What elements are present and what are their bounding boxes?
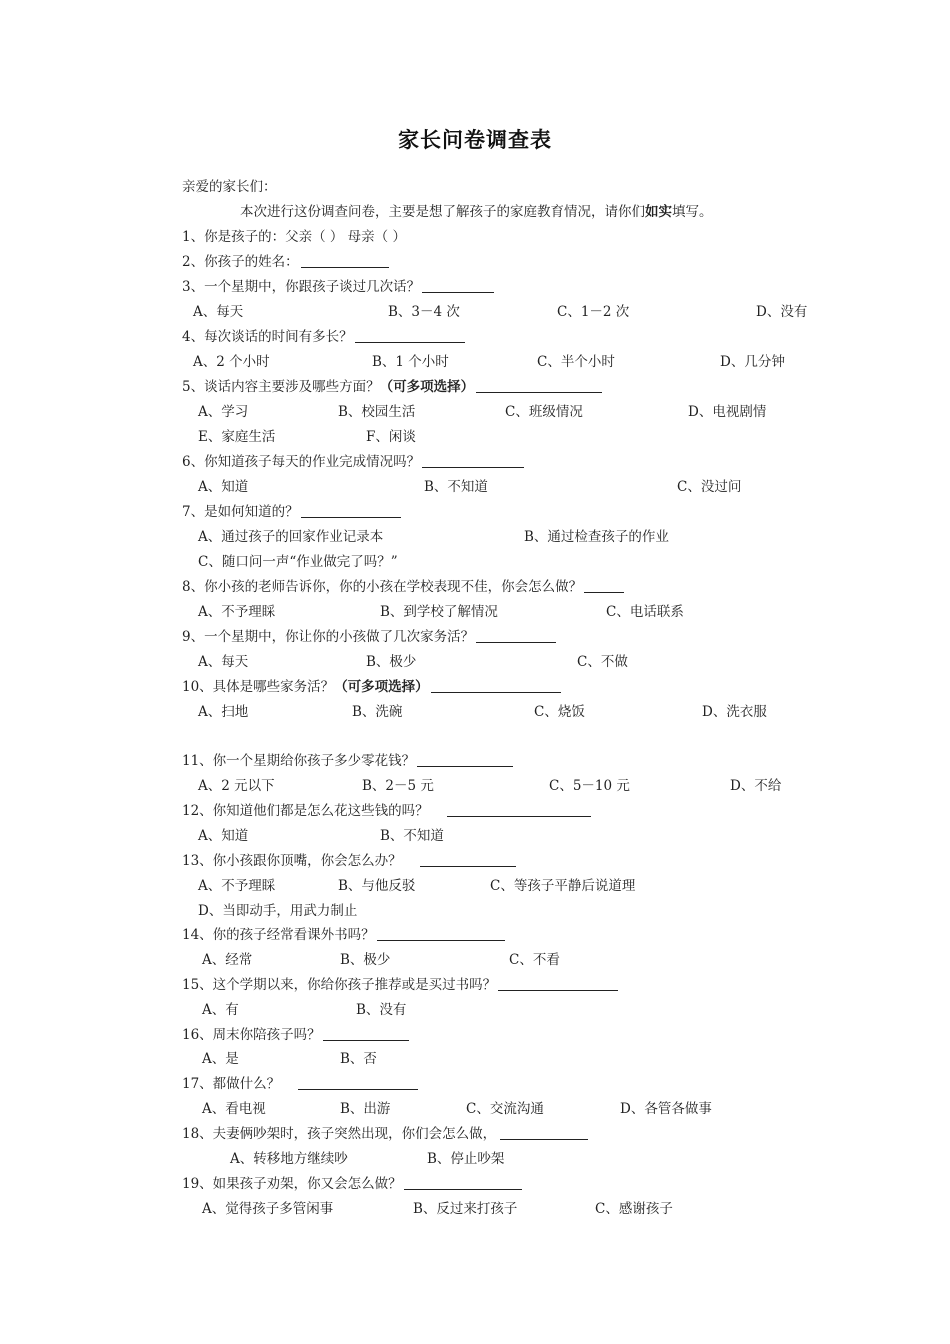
answer-blank[interactable] bbox=[447, 802, 591, 817]
question-17 bbox=[182, 1074, 418, 1094]
q14-option-c[interactable]: C、不看 bbox=[509, 952, 560, 968]
question-7-text: 7、是如何知道的？ bbox=[182, 504, 299, 520]
answer-blank[interactable] bbox=[377, 926, 505, 941]
question-12-text: 12、你知道他们都是怎么花这些钱的吗？ bbox=[182, 803, 429, 819]
q5-option-e[interactable]: E、家庭生活 bbox=[198, 429, 276, 445]
q6-option-b[interactable]: B、不知道 bbox=[424, 479, 488, 495]
q13-option-c[interactable]: C、等孩子平静后说道理 bbox=[490, 878, 636, 894]
question-18 bbox=[182, 1124, 588, 1144]
q6-option-c[interactable]: C、没过问 bbox=[677, 479, 742, 495]
question-6-text: 6、你知道孩子每天的作业完成情况吗？ bbox=[182, 454, 421, 470]
question-8 bbox=[182, 577, 624, 597]
q11-option-d[interactable]: D、不给 bbox=[730, 778, 782, 794]
q8-option-a[interactable]: A、不予理睬 bbox=[198, 604, 276, 620]
question-8-text: 8、你小孩的老师告诉你，你的小孩在学校表现不佳，你会怎么做？ bbox=[182, 579, 583, 595]
q9-option-c[interactable]: C、不做 bbox=[577, 654, 628, 670]
q8-option-b[interactable]: B、到学校了解情况 bbox=[380, 604, 498, 620]
q12-option-b[interactable]: B、不知道 bbox=[380, 828, 444, 844]
question-16 bbox=[182, 1025, 409, 1045]
q18-option-b[interactable]: B、停止吵架 bbox=[427, 1151, 505, 1167]
q5-option-f[interactable]: F、闲谈 bbox=[366, 429, 416, 445]
question-7 bbox=[182, 502, 401, 522]
answer-blank[interactable] bbox=[498, 976, 618, 991]
q19-option-b[interactable]: B、反过来打孩子 bbox=[413, 1201, 518, 1217]
question-2 bbox=[182, 252, 389, 272]
question-15-text: 15、这个学期以来，你给你孩子推荐或是买过书吗？ bbox=[182, 977, 497, 993]
q13-option-a[interactable]: A、不予理睬 bbox=[198, 878, 276, 894]
answer-blank[interactable] bbox=[323, 1026, 409, 1041]
q11-option-a[interactable]: A、2 元以下 bbox=[198, 778, 275, 794]
question-5 bbox=[182, 377, 602, 397]
q9-option-b[interactable]: B、极少 bbox=[366, 654, 417, 670]
q14-option-a[interactable]: A、经常 bbox=[202, 952, 253, 968]
q7-option-b[interactable]: B、通过检查孩子的作业 bbox=[524, 529, 669, 545]
q17-option-a[interactable]: A、看电视 bbox=[202, 1101, 266, 1117]
question-4-text: 4、每次谈话的时间有多长？ bbox=[182, 329, 353, 345]
greeting: 亲爱的家长们： bbox=[182, 179, 277, 195]
q3-option-c[interactable]: C、1－2 次 bbox=[557, 304, 630, 320]
question-5-text: 5、谈话内容主要涉及哪些方面？ bbox=[182, 379, 380, 395]
answer-blank[interactable] bbox=[476, 628, 556, 643]
answer-blank[interactable] bbox=[355, 328, 465, 343]
question-3 bbox=[182, 277, 494, 297]
question-9 bbox=[182, 627, 556, 647]
q18-option-a[interactable]: A、转移地方继续吵 bbox=[230, 1151, 348, 1167]
question-19 bbox=[182, 1174, 522, 1194]
answer-blank[interactable] bbox=[301, 503, 401, 518]
q13-option-b[interactable]: B、与他反驳 bbox=[338, 878, 416, 894]
question-9-text: 9、一个星期中，你让你的小孩做了几次家务活？ bbox=[182, 629, 475, 645]
question-14-text: 14、你的孩子经常看课外书吗？ bbox=[182, 927, 375, 943]
q15-option-b[interactable]: B、没有 bbox=[356, 1002, 407, 1018]
answer-blank[interactable] bbox=[422, 278, 494, 293]
q10-option-c[interactable]: C、烧饭 bbox=[534, 704, 585, 720]
answer-blank[interactable] bbox=[422, 453, 524, 468]
q17-option-d[interactable]: D、各管各做事 bbox=[620, 1101, 712, 1117]
page-title: 家长问卷调查表 bbox=[398, 127, 552, 152]
q7-option-a[interactable]: A、通过孩子的回家作业记录本 bbox=[198, 529, 384, 545]
answer-blank[interactable] bbox=[404, 1175, 522, 1190]
q17-option-c[interactable]: C、交流沟通 bbox=[466, 1101, 544, 1117]
question-11-text: 11、你一个星期给你孩子多少零花钱？ bbox=[182, 753, 416, 769]
q5-option-d[interactable]: D、电视剧情 bbox=[688, 404, 767, 420]
intro-text: 本次进行这份调查问卷，主要是想了解孩子的家庭教育情况，请你们 bbox=[240, 204, 645, 220]
question-13-text: 13、你小孩跟你顶嘴，你会怎么办？ bbox=[182, 853, 402, 869]
q19-option-c[interactable]: C、感谢孩子 bbox=[595, 1201, 673, 1217]
q16-option-a[interactable]: A、是 bbox=[202, 1051, 239, 1067]
answer-blank[interactable] bbox=[584, 578, 624, 593]
q4-option-b[interactable]: B、1 个小时 bbox=[372, 354, 449, 370]
q12-option-a[interactable]: A、知道 bbox=[198, 828, 249, 844]
q17-option-b[interactable]: B、出游 bbox=[340, 1101, 391, 1117]
question-6 bbox=[182, 452, 524, 472]
question-11 bbox=[182, 751, 513, 771]
question-10 bbox=[182, 677, 561, 697]
multi-select-note: （可多项选择） bbox=[334, 679, 429, 695]
q4-option-d[interactable]: D、几分钟 bbox=[720, 354, 785, 370]
q5-option-c[interactable]: C、班级情况 bbox=[505, 404, 583, 420]
question-10-text: 10、具体是哪些家务活？ bbox=[182, 679, 335, 695]
intro-text-end: 填写。 bbox=[672, 204, 713, 220]
q10-option-a[interactable]: A、扫地 bbox=[198, 704, 249, 720]
q13-option-d[interactable]: D、当即动手，用武力制止 bbox=[198, 903, 358, 919]
intro-paragraph bbox=[240, 202, 713, 222]
q3-option-d[interactable]: D、没有 bbox=[756, 304, 808, 320]
answer-blank[interactable] bbox=[431, 678, 561, 693]
q3-option-a[interactable]: A、每天 bbox=[193, 304, 244, 320]
q8-option-c[interactable]: C、电话联系 bbox=[606, 604, 684, 620]
intro-emphasis: 如实 bbox=[645, 204, 672, 220]
answer-blank[interactable] bbox=[298, 1075, 418, 1090]
answer-blank[interactable] bbox=[476, 378, 602, 393]
q3-option-b[interactable]: B、3－4 次 bbox=[388, 304, 460, 320]
question-2-text: 2、你孩子的姓名： bbox=[182, 254, 299, 270]
question-12 bbox=[182, 801, 591, 821]
q10-option-b[interactable]: B、洗碗 bbox=[352, 704, 403, 720]
q11-option-c[interactable]: C、5－10 元 bbox=[549, 778, 630, 794]
answer-blank[interactable] bbox=[500, 1125, 588, 1140]
question-19-text: 19、如果孩子劝架，你又会怎么做？ bbox=[182, 1176, 402, 1192]
multi-select-note: （可多项选择） bbox=[379, 379, 475, 395]
answer-blank[interactable] bbox=[420, 852, 516, 867]
q14-option-b[interactable]: B、极少 bbox=[340, 952, 391, 968]
q16-option-b[interactable]: B、否 bbox=[340, 1051, 377, 1067]
q15-option-a[interactable]: A、有 bbox=[202, 1002, 239, 1018]
q4-option-a[interactable]: A、2 个小时 bbox=[193, 354, 270, 370]
q4-option-c[interactable]: C、半个小时 bbox=[537, 354, 615, 370]
question-3-text: 3、一个星期中，你跟孩子谈过几次话？ bbox=[182, 279, 421, 295]
question-18-text: 18、夫妻俩吵架时，孩子突然出现，你们会怎么做， bbox=[182, 1126, 497, 1142]
q19-option-a[interactable]: A、觉得孩子多管闲事 bbox=[202, 1201, 334, 1217]
q6-option-a[interactable]: A、知道 bbox=[198, 479, 249, 495]
q10-option-d[interactable]: D、洗衣服 bbox=[702, 704, 767, 720]
answer-blank[interactable] bbox=[417, 752, 513, 767]
question-17-text: 17、都做什么？ bbox=[182, 1076, 281, 1092]
question-1: 1、你是孩子的：父亲（ ） 母亲（ ） bbox=[182, 229, 406, 245]
q9-option-a[interactable]: A、每天 bbox=[198, 654, 249, 670]
q7-option-c[interactable]: C、随口问一声“作业做完了吗？” bbox=[198, 554, 398, 570]
q11-option-b[interactable]: B、2－5 元 bbox=[362, 778, 434, 794]
question-4 bbox=[182, 327, 465, 347]
question-16-text: 16、周末你陪孩子吗？ bbox=[182, 1027, 321, 1043]
answer-blank[interactable] bbox=[301, 253, 389, 268]
q5-option-a[interactable]: A、学习 bbox=[198, 404, 249, 420]
question-14 bbox=[182, 925, 505, 945]
q5-option-b[interactable]: B、校园生活 bbox=[338, 404, 416, 420]
question-13 bbox=[182, 851, 516, 871]
question-15 bbox=[182, 975, 618, 995]
